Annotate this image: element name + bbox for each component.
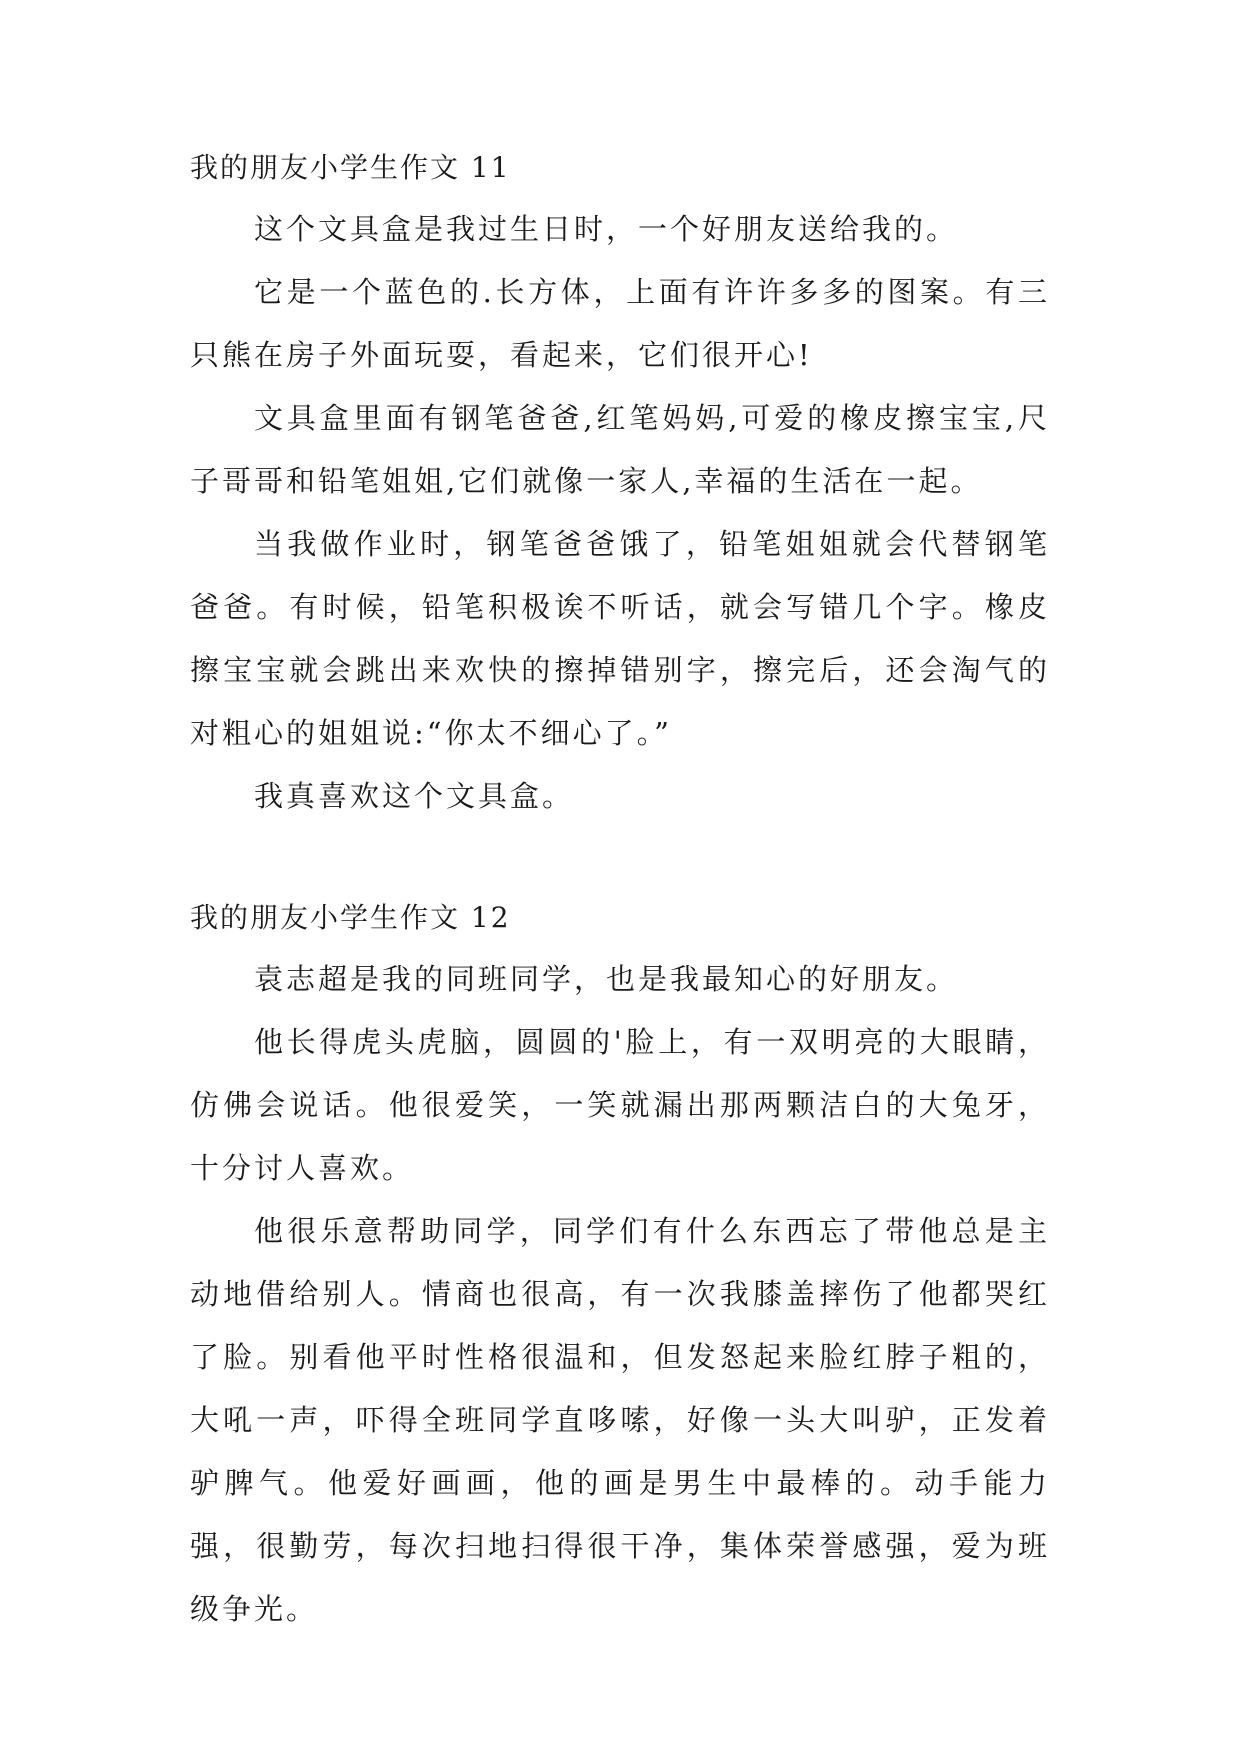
essay-11 bbox=[190, 148, 1050, 828]
paragraph: 袁志超是我的同班同学，也是我最知心的好朋友。 bbox=[254, 962, 959, 996]
paragraph: 它是一个蓝色的.长方体，上面有许许多多的图案。有三只熊在房子外面玩耍，看起来，它们很开心! bbox=[190, 275, 1050, 372]
paragraph: 他长得虎头虎脑，圆圆的'脸上，有一双明亮的大眼睛，仿佛会说话。他很爱笑，一笑就漏出那两颗洁白的大兔牙，十分讨人喜欢。 bbox=[190, 1025, 1050, 1185]
paragraph: 我真喜欢这个文具盒。 bbox=[254, 779, 575, 813]
paragraph: 他很乐意帮助同学，同学们有什么东西忘了带他总是主动地借给别人。情商也很高，有一次我膝盖摔伤了他都哭红了脸。别看他平时性格很温和，但发怒起来脸红脖子粗的，大吼一声，吓得全班同学直哆嗦，好像一头大叫驴，正发着驴脾气。他爱好画画，他的画是男生中最棒的。动手能力强，很勤劳，每次扫地扫得很干净，集体荣誉感强，爱为班级争光。 bbox=[190, 1214, 1050, 1626]
essay-title: 我的朋友小学生作文 12 bbox=[190, 901, 511, 934]
essay-title: 我的朋友小学生作文 11 bbox=[190, 151, 511, 184]
paragraph: 当我做作业时，钢笔爸爸饿了，铅笔姐姐就会代替钢笔爸爸。有时候，铅笔积极诶不听话，就会写错几个字。橡皮擦宝宝就会跳出来欢快的擦掉错别字，擦完后，还会淘气的对粗心的姐姐说:“你太不细心了。” bbox=[190, 527, 1050, 750]
document-page bbox=[190, 148, 1050, 1641]
paragraph: 这个文具盒是我过生日时，一个好朋友送给我的。 bbox=[254, 212, 959, 246]
essay-12 bbox=[190, 898, 1050, 1641]
paragraph: 文具盒里面有钢笔爸爸,红笔妈妈,可爱的橡皮擦宝宝,尺子哥哥和铅笔姐姐,它们就像一家人,幸福的生活在一起。 bbox=[190, 401, 1050, 498]
